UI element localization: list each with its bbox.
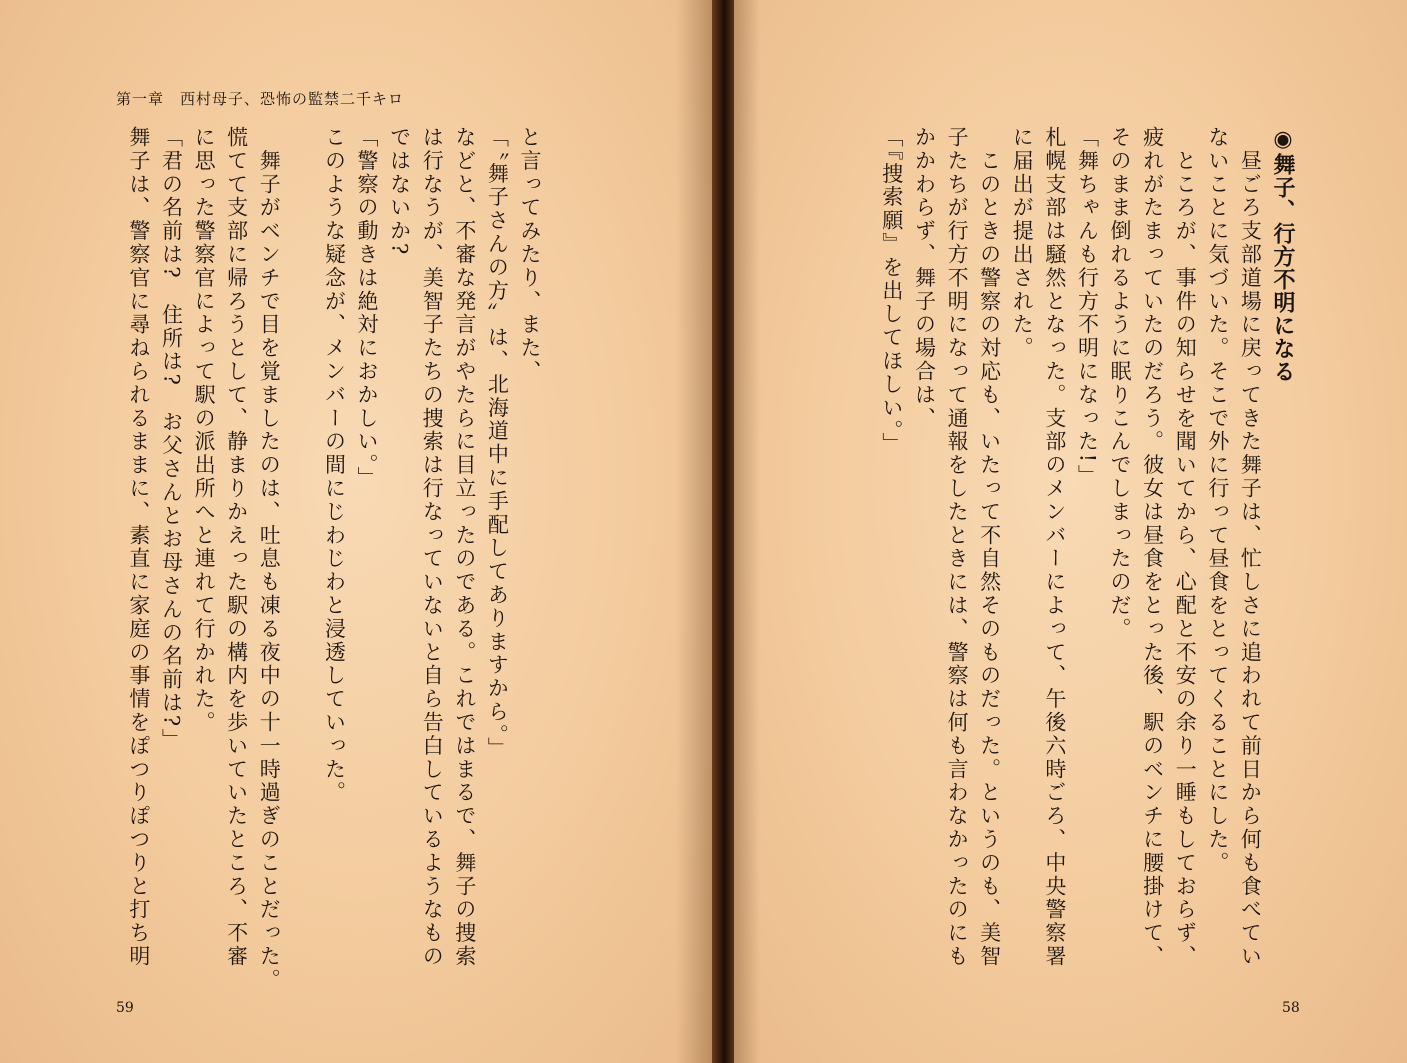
text-line: 昼ごろ支部道場に戻ってきた舞子は、忙しさに追われて前日から何も食べてい	[1238, 126, 1263, 969]
text-line: と言ってみたり、また、	[518, 126, 542, 384]
text-line: 「『捜索願』を出してほしい。」	[879, 126, 904, 456]
text-line	[285, 126, 318, 956]
text-line: に思った警察官によって駅の派出所へと連れて行かれた。	[192, 126, 217, 735]
text-line: 「〝舞子さんの方〟は、北海道中に手配してありますから。」	[485, 126, 510, 761]
text-line: このような疑念が、メンバーの間にじわじわと浸透していった。	[322, 126, 347, 805]
text-line: ではないか?	[387, 126, 412, 257]
text-line: 「君の名前は? 住所は? お父さんとお母さんの名前は?」	[159, 126, 184, 752]
text-line: 「舞ちゃんも行方不明になった!」	[1075, 126, 1100, 488]
text-line: 舞子は、警察官に尋ねられるままに、素直に家庭の事情をぽつりぽつりと打ち明	[126, 126, 151, 969]
text-line: などと、不審な発言がやたらに目立ったのである。これではまるで、舞子の捜索	[452, 126, 477, 969]
right-page-text	[875, 126, 1299, 969]
text-line: は行なうが、美智子たちの捜索は行なっていないと自ら告白しているようなもの	[420, 126, 445, 969]
text-line: 「警察の動きは絶対におかしい。」	[355, 126, 380, 490]
text-line: 札幌支部は騒然となった。支部のメンバーによって、午後六時ごろ、中央警察署	[1042, 126, 1067, 969]
text-line: 慌てて支部に帰ろうとして、静まりかえった駅の構内を歩いていたところ、不審	[224, 126, 249, 969]
page-number-left: 59	[116, 1000, 134, 1016]
text-line: に届出が提出された。	[1010, 126, 1035, 360]
text-line: このときの警察の対応も、いたって不自然そのものだった。というのも、美智	[977, 126, 1002, 969]
text-line: かかわらず、舞子の場合は、	[912, 126, 937, 431]
text-line: そのまま倒れるように眠りこんでしまったのだ。	[1108, 126, 1133, 641]
text-line: ところが、事件の知らせを聞いてから、心配と不安の余り一睡もしておらず、	[1173, 126, 1198, 969]
section-heading: ◉舞子、行方不明になる	[1270, 126, 1296, 383]
left-page-text	[122, 126, 546, 992]
text-line: 子たちが行方不明になって通報をしたときには、警察は何も言わなかったのにも	[945, 126, 970, 969]
text-line: 疲れがたまっていたのだろう。彼女は昼食をとった後、駅のベンチに腰掛けて、	[1140, 126, 1165, 969]
text-line: 舞子がベンチで目を覚ましたのは、吐息も凍る夜中の十一時過ぎのことだった。	[257, 126, 282, 992]
page-number-right: 58	[1282, 1000, 1300, 1016]
book-gutter	[712, 0, 734, 1063]
running-head: 第一章 西村母子、恐怖の監禁二千キロ	[116, 90, 405, 108]
text-line: ないことに気づいた。そこで外に行って昼食をとってくることにした。	[1205, 126, 1230, 875]
